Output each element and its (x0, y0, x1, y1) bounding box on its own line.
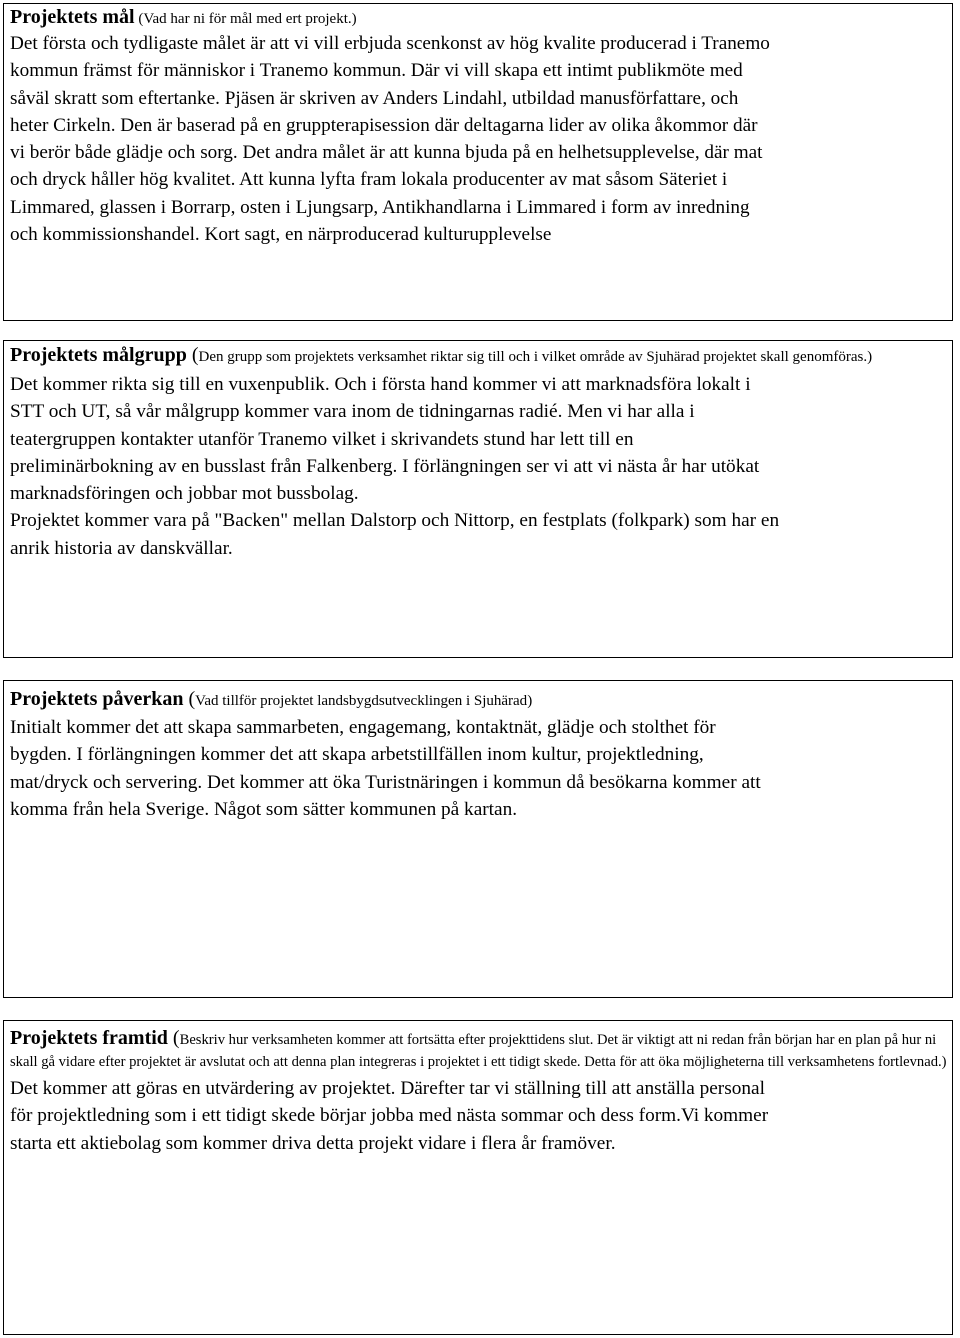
section-projektets-mal (3, 3, 953, 321)
section-title: Projektets målgrupp (10, 344, 187, 366)
section-body: Initialt kommer det att skapa sammarbeten, engagemang, kontaktnät, glädje och stolthet för bygden. I förlängningen kommer det att skapa arbetstillfällen inom kultur, projektledning, mat/dryck och servering. Det kommer att öka Turistnäringen i kommun då besökarna kommer att komma från hela Sverige. Något som sätter kommunen på kartan. (10, 717, 761, 820)
section-heading (10, 1028, 947, 1073)
section-note-open: ( (167, 1027, 180, 1049)
section-note-close: ) (351, 11, 357, 27)
section-note-open: ( (134, 11, 144, 27)
section-note: Beskriv hur verksamheten kommer att fortsätta efter projekttidens slut. Det är viktigt att ni redan från början har en plan på hur ni skall gå vidare efter projektet är avslutat och att denna plan integreras i projektet i ett tidigt skede. Detta för att öka möjligheterna till verksamhetens fortlevnad. (10, 1032, 942, 1070)
section-heading (10, 688, 947, 712)
section-note: Den grupp som projektets verksamhet riktar sig till och i vilket område av Sjuhärad projektet skall genomföras. (198, 349, 868, 365)
section-note: Vad har ni för mål med ert projekt. (143, 11, 352, 27)
section-projektets-malgrupp (3, 340, 953, 658)
section-note-open: ( (183, 688, 196, 710)
section-body: Det kommer att göras en utvärdering av projektet. Därefter tar vi ställning till att anställa personal för projektledning som i ett tidigt skede börjar jobba med nästa sommar och dess form.Vi kommer starta ett aktiebolag som kommer driva detta projekt vidare i flera år framöver. (10, 1078, 769, 1154)
section-note-open: ( (186, 344, 199, 366)
section-title: Projektets framtid (10, 1027, 168, 1049)
section-note-close: ) (867, 349, 873, 365)
section-heading (10, 343, 947, 369)
section-note: Vad tillför projektet landsbygdsutvecklingen i Sjuhärad (195, 693, 528, 709)
section-projektets-paverkan (3, 680, 953, 998)
section-body: Det kommer rikta sig till en vuxenpublik. Och i första hand kommer vi att marknadsföra lokalt i STT och UT, så vår målgrupp kommer vara inom de tidningarnas radié. Men vi har alla i teatergruppen kontakter utanför Tranemo vilket i skrivandets stund har lett till en preliminärbokning av en busslast från Falkenberg. I förlängningen ser vi att vi nästa år har utökat marknadsföringen och jobbar mot bussbolag. Projektet kommer vara på "Backen" mellan Dalstorp och Nittorp, en festplats (folkpark) som har en anrik historia av danskvällar. (10, 374, 780, 559)
section-body: Det första och tydligaste målet är att vi vill erbjuda scenkonst av hög kvalite producerad i Tranemo kommun främst för människor i Tranemo kommun. Där vi vill skapa ett intimt publikmöte med såväl skratt som eftertanke. Pjäsen är skriven av Anders Lindahl, utbildad manusförfattare, och heter Cirkeln. Den är baserad på en gruppterapisession där deltagarna lider av olika åkommor där vi berör både glädje och sorg. Det andra målet är att kunna bjuda på en helhetsupplevelse, där mat och dryck håller hög kvalitet. Att kunna lyfta fram lokala producenter av mat såsom Säteriet i Limmared, glassen i Borrarp, osten i Ljungsarp, Antikhandlarna i Limmared i form av inredning och kommissionshandel. Kort sagt, en närproducerad kulturupplevelse (10, 33, 770, 246)
section-projektets-framtid (3, 1020, 953, 1335)
section-title: Projektets mål (10, 6, 135, 28)
section-heading (10, 6, 947, 30)
section-note-close: ) (941, 1054, 947, 1070)
section-title: Projektets påverkan (10, 688, 184, 710)
section-note-close: ) (527, 693, 533, 709)
